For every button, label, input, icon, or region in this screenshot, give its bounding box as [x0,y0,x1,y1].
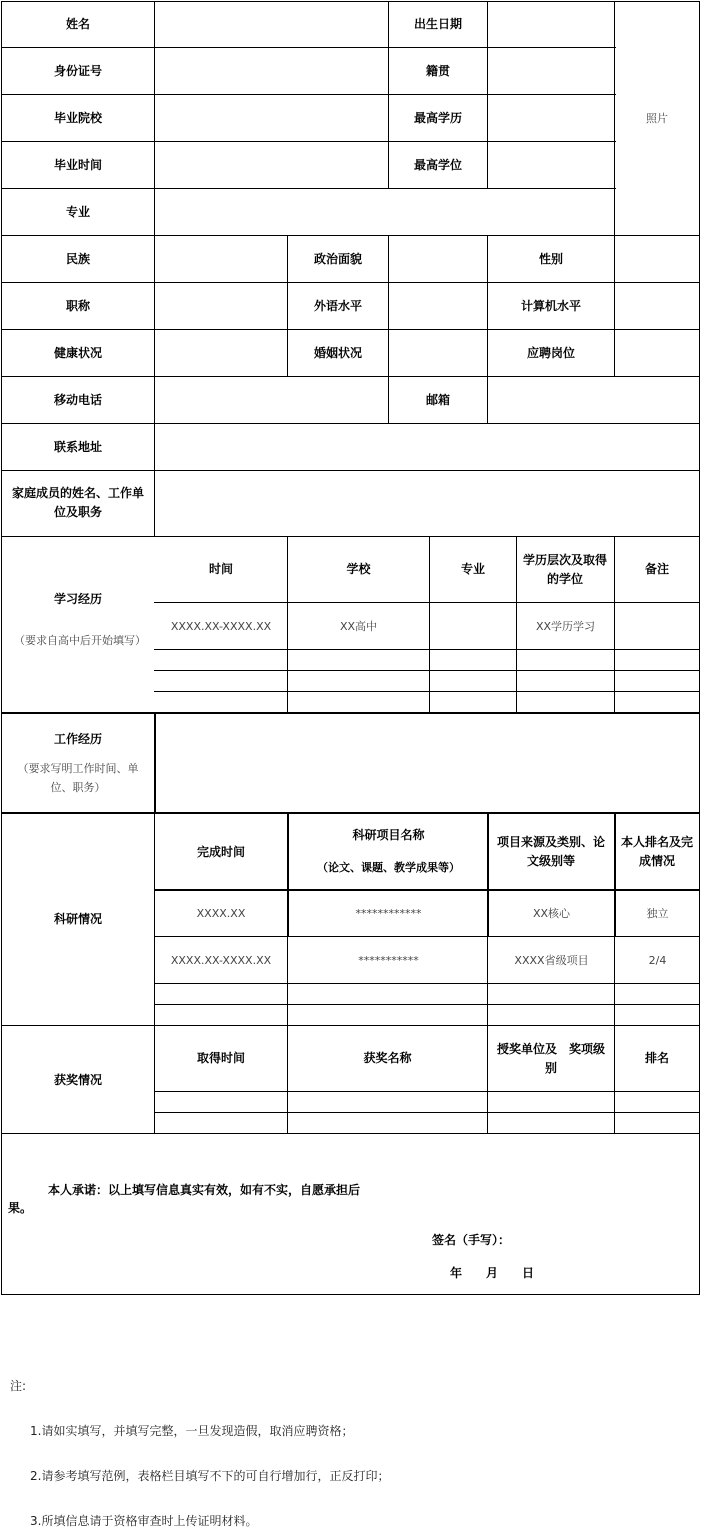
study-hint: （要求自高中后开始填写） [14,633,146,647]
grid-line [154,712,156,813]
research-header-project-note: （论文、课题、教学成果等） [317,860,460,874]
research-header-time: 完成时间 [196,844,245,859]
grid-line [154,1112,700,1113]
grid-line [154,983,700,984]
name-label: 姓名 [65,17,90,31]
grid-line [154,691,700,692]
highest-edu-label: 最高学历 [413,110,462,125]
research-header-source: 项目来源及类别、论文级别等 [496,835,605,868]
grid-line [699,1,700,1295]
study-example-school: XX高中 [339,619,378,633]
study-header-degree: 学历层次及取得的学位 [522,552,607,586]
signature-label: 签名（手写）： [432,1232,511,1247]
grid-line [154,649,700,650]
health-label: 健康状况 [53,345,102,360]
notes-title: 注: [10,1379,27,1393]
work-label: 工作经历 [53,731,102,746]
research-header-rank: 本人排名及完成情况 [620,835,693,868]
grid-line [154,812,155,1026]
grid-line [1,1133,700,1134]
grad-time-label: 毕业时间 [53,157,102,172]
research-row1-name: ************ [355,907,422,920]
native-place-label: 籍贯 [425,63,450,78]
awards-header-name: 获奖名称 [363,1051,412,1065]
grid-line [614,936,615,1026]
position-label: 应聘岗位 [526,345,575,360]
email-label: 邮箱 [425,392,450,407]
marital-label: 婚姻状况 [313,345,362,360]
gender-label: 性别 [538,251,563,266]
awards-header-rank: 排名 [644,1051,669,1065]
grid-line [287,936,288,1026]
pledge-text: 本人承诺：以上填写信息真实有效，如有不实，自愿承担后 [48,1182,361,1197]
study-header-time: 时间 [208,562,233,576]
research-row2-rank: 2/4 [648,953,667,967]
address-label: 联系地址 [53,439,102,454]
research-row1-rank: 独立 [646,907,669,920]
research-label: 科研情况 [53,911,102,926]
research-header-project: 科研项目名称 [352,827,425,842]
title-label: 职称 [65,298,90,313]
grid-line [1,712,700,714]
computer-label: 计算机水平 [520,298,581,313]
awards-header-time: 取得时间 [196,1051,245,1065]
grid-line [154,670,700,671]
note-item-3: 3.所填信息请于资格审查时上传证明材料。 [30,1514,258,1528]
study-example-degree: XX学历学习 [535,619,596,633]
study-header-remark: 备注 [644,562,669,576]
birth-date-label: 出生日期 [413,17,462,31]
research-row2-source: XXXX省级项目 [514,953,589,967]
school-label: 毕业院校 [53,110,102,125]
foreign-lang-label: 外语水平 [313,298,362,313]
pledge-text-end: 果。 [8,1200,33,1215]
grid-line [154,1,155,537]
awards-header-unit: 授奖单位及 奖项级别 [496,1041,605,1075]
work-hint: （要求写明工作时间、单位、职务） [17,762,139,794]
research-row2-name: *********** [358,953,419,967]
grid-line [487,1025,488,1134]
ethnicity-label: 民族 [65,251,90,266]
grid-line [154,1091,700,1092]
research-row1-time: XXXX.XX [196,907,246,920]
grid-line [614,235,615,377]
major-label: 专业 [65,204,90,219]
grid-line [154,1004,700,1005]
study-header-major: 专业 [460,562,485,576]
photo-placeholder: 照片 [646,112,668,125]
mobile-label: 移动电话 [53,392,102,407]
note-item-1: 1.请如实填写，并填写完整，一旦发现造假，取消应聘资格； [30,1424,354,1438]
grid-line [287,812,289,937]
grid-line [487,936,488,1026]
research-row2-time: XXXX.XX-XXXX.XX [170,953,272,967]
politics-label: 政治面貌 [313,251,362,266]
highest-degree-label: 最高学位 [413,157,462,172]
grid-line [1,1294,700,1295]
study-label: 学习经历 [53,591,102,606]
id-number-label: 身份证号 [53,63,102,78]
research-row1-source: XX核心 [532,907,571,920]
sign-date: 年 月 日 [450,1265,535,1280]
grid-line [1,812,700,814]
grid-line [1,1025,700,1026]
note-item-2: 2.请参考填写范例，表格栏目填写不下的可自行增加行，正反打印； [30,1469,390,1483]
grid-line [487,1,488,189]
study-example-time: XXXX.XX-XXXX.XX [170,619,272,633]
awards-label: 获奖情况 [53,1072,102,1087]
family-label: 家庭成员的姓名、工作单位及职务 [11,486,144,519]
study-header-school: 学校 [346,562,371,576]
